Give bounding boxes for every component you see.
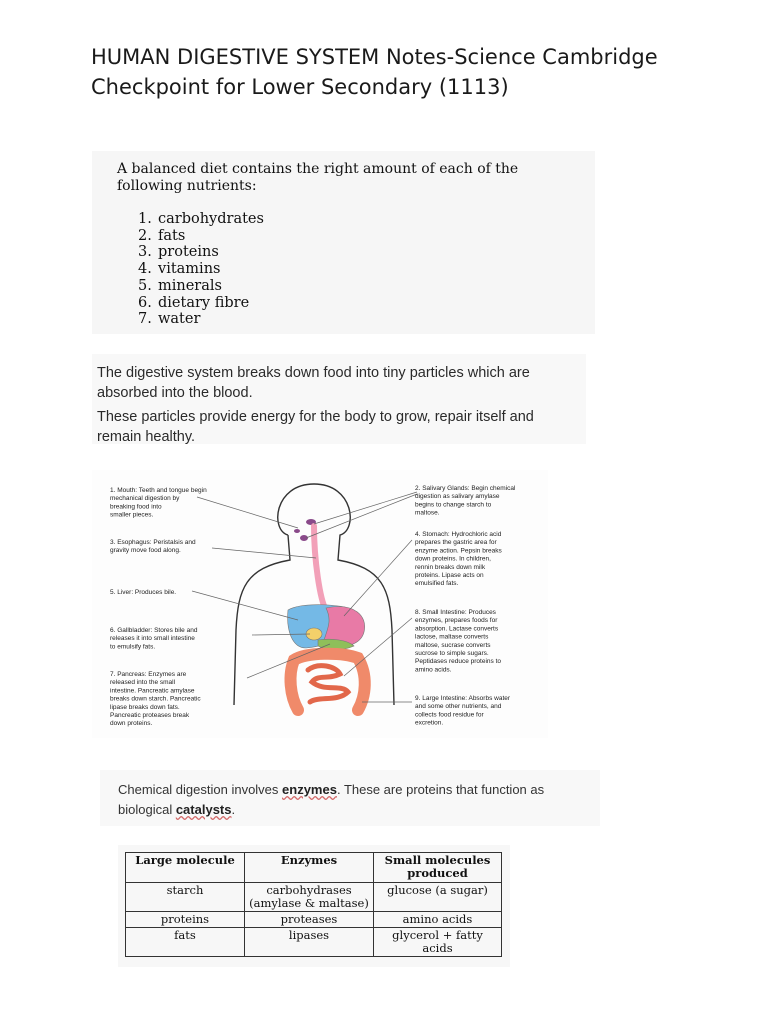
large-intestine-organ: [291, 654, 365, 710]
diagram-label: breaking food into: [110, 503, 162, 511]
table-cell: carbohydrases (amylase & maltase): [245, 883, 374, 912]
list-item: 7. water: [138, 311, 201, 328]
small-intestine-organ: [308, 666, 348, 702]
list-item: 1. carbohydrates: [138, 211, 264, 227]
nutrients-intro: A balanced diet contains the right amount of each of the following nutrients:: [117, 161, 519, 194]
page-title: HUMAN DIGESTIVE SYSTEM Notes-Science Cambridge Checkpoint for Lower Secondary (1113): [91, 45, 658, 99]
list-item: 5. minerals: [138, 277, 222, 294]
table-header-row: [126, 853, 502, 883]
keyword-enzymes: enzymes: [282, 782, 337, 797]
diagram-label: sucrose to simple sugars.: [415, 650, 489, 657]
column-header: Enzymes: [245, 853, 374, 883]
diagram-label: smaller pieces.: [110, 511, 154, 519]
diagram-label: emulsified fats.: [415, 580, 459, 588]
keyword-catalysts: catalysts: [175, 802, 232, 817]
diagram-label: excretion.: [415, 719, 444, 727]
list-item: 3. proteins: [138, 244, 219, 261]
diagram-label: 1. Mouth: Teeth and tongue begin: [110, 487, 207, 494]
diagram-label: enzyme action. Pepsin breaks: [415, 547, 502, 555]
diagram-label: 7. Pancreas: Enzymes are: [110, 671, 187, 678]
body-illustration: [92, 470, 548, 738]
table-cell: amino acids: [374, 912, 502, 928]
table-cell: proteins: [126, 912, 245, 928]
digestion-panel: [92, 354, 586, 444]
list-item: 2. fats: [138, 227, 186, 244]
diagram-label: collects food residue for: [415, 711, 484, 719]
diagram-label: lactose, maltase converts: [415, 633, 489, 641]
nutrients-list: [138, 211, 264, 328]
table-cell: glucose (a sugar): [374, 883, 502, 912]
diagram-label: mechanical digestion by: [110, 495, 180, 503]
diagram-label: Peptidases reduce proteins to: [415, 658, 501, 666]
enzyme-table: [125, 852, 502, 957]
diagram-label: maltose.: [415, 509, 440, 517]
diagram-label: down proteins. In children,: [415, 555, 491, 563]
diagram-label: digestion as salivary amylase: [415, 493, 500, 501]
diagram-label: absorption. Lactase converts: [415, 625, 499, 633]
diagram-label: maltose, sucrase converts: [415, 641, 491, 649]
diagram-label: begins to change starch to: [415, 501, 492, 509]
table-row: [126, 928, 502, 957]
table-cell: starch: [126, 883, 245, 912]
table-row: [126, 912, 502, 928]
diagram-label: 8. Small Intestine: Produces: [415, 609, 496, 616]
column-header: Large molecule: [126, 853, 245, 883]
diagram-label: rennin breaks down milk: [415, 563, 486, 571]
enzyme-table-panel: [118, 845, 510, 967]
diagram-label: releases it into small intestine: [110, 635, 195, 643]
diagram-label: intestine. Pancreatic amylase: [110, 687, 195, 695]
digestive-system-diagram: [92, 470, 548, 738]
table-cell: proteases: [245, 912, 374, 928]
column-header: Small molecules produced: [374, 853, 502, 883]
diagram-label: lipase breaks down fats.: [110, 703, 180, 711]
diagram-label: and some other nutrients, and: [415, 703, 502, 711]
nutrients-panel: [92, 151, 595, 334]
diagram-label: enzymes, prepares foods for: [415, 617, 498, 625]
table-cell: lipases: [245, 928, 374, 957]
enzymes-panel: [100, 770, 600, 826]
table-row: [126, 883, 502, 912]
list-item: 6. dietary fibre: [138, 294, 250, 311]
diagram-label: Pancreatic proteases break: [110, 712, 190, 719]
diagram-label: gravity move food along.: [110, 547, 181, 555]
table-cell: fats: [126, 928, 245, 957]
diagram-label: proteins. Lipase acts on: [415, 572, 484, 579]
esophagus-organ: [314, 526, 326, 610]
diagram-label: to emulsify fats.: [110, 643, 156, 651]
diagram-label: 9. Large Intestine: Absorbs water: [415, 695, 511, 702]
diagram-label: 2. Salivary Glands: Begin chemical: [415, 485, 516, 492]
diagram-label: 6. Gallbladder: Stores bile and: [110, 627, 198, 634]
diagram-label: breaks down starch. Pancreatic: [110, 695, 201, 703]
digestion-paragraph-2: These particles provide energy for the body to grow, repair itself and remain healthy.: [97, 409, 534, 445]
digestion-paragraph-1: The digestive system breaks down food into tiny particles which are absorbed into the blood.: [97, 365, 530, 401]
table-cell: glycerol + fatty acids: [374, 928, 502, 957]
diagram-label: 3. Esophagus: Peristalsis and: [110, 539, 196, 546]
enzymes-text: Chemical digestion involves enzymes. These are proteins that function as biological catalysts.: [118, 782, 545, 817]
list-item: 4. vitamins: [138, 261, 221, 278]
diagram-label: released into the small: [110, 679, 176, 687]
diagram-label: down proteins.: [110, 720, 153, 728]
diagram-label: prepares the gastric area for: [415, 539, 497, 547]
diagram-label: amino acids.: [415, 666, 452, 674]
diagram-label: 4. Stomach: Hydrochloric acid: [415, 531, 502, 538]
diagram-label: 5. Liver: Produces bile.: [110, 589, 177, 596]
